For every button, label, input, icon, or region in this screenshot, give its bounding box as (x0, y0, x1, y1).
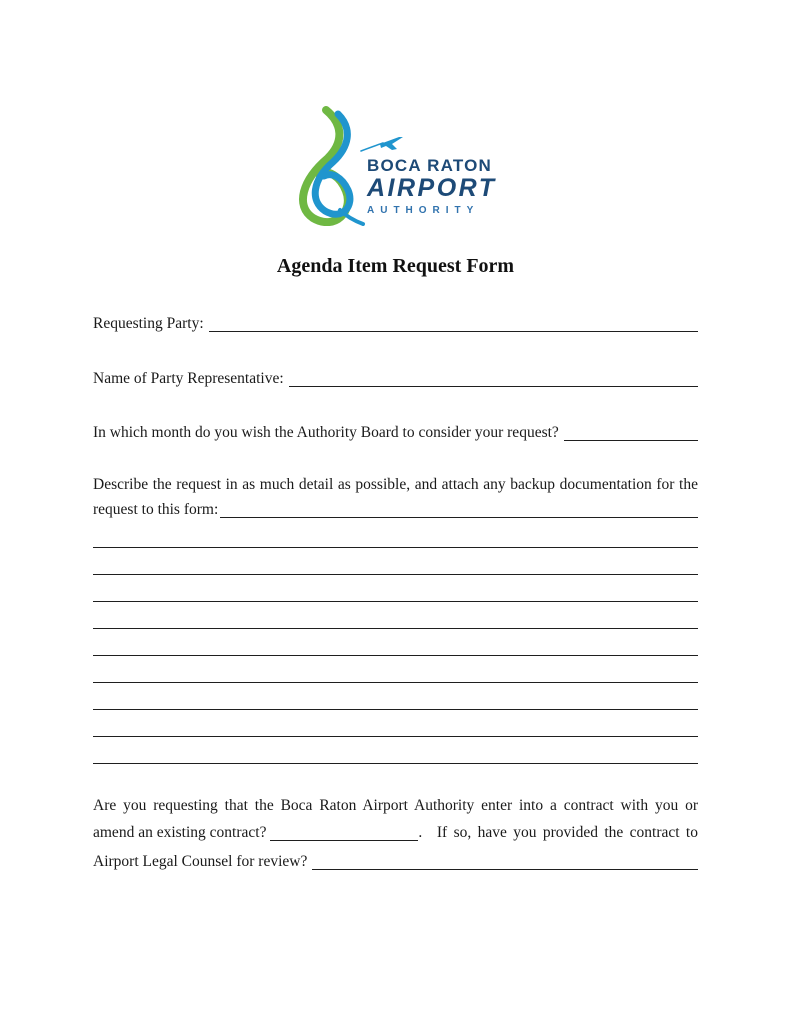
logo-org-name-line2: AIRPORT (367, 174, 497, 202)
blank-line (93, 683, 698, 710)
blank-line (93, 629, 698, 656)
blank-line (93, 575, 698, 602)
requesting-party-field (93, 312, 698, 334)
legal-counsel-label: Airport Legal Counsel for review? (93, 853, 308, 870)
describe-request-label-line1: Describe the request in as much detail as possible, and attach any backup documentation for the (93, 476, 698, 493)
requesting-party-label: Requesting Party: (93, 315, 204, 332)
contract-question-line1: Are you requesting that the Boca Raton Airport Authority enter into a contract with you or (93, 797, 698, 814)
logo-org-name-line3: AUTHORITY (367, 205, 480, 216)
blank-line (93, 656, 698, 683)
contract-question-line2-continued: If so, have you provided the contract to (436, 824, 698, 841)
party-representative-blank-line (289, 373, 698, 387)
contract-question-line2-label: amend an existing contract? (93, 824, 267, 841)
logo-swoosh-icon (285, 106, 377, 226)
party-representative-label: Name of Party Representative: (93, 370, 284, 387)
requesting-party-blank-line (209, 318, 698, 332)
month-question-label: In which month do you wish the Authority Board to consider your request? (93, 424, 559, 441)
airport-authority-logo (285, 104, 507, 228)
contract-question-blank-line (270, 827, 418, 841)
airplane-icon (359, 132, 405, 158)
blank-line (93, 710, 698, 737)
month-question-blank-line (564, 427, 698, 441)
party-representative-field (93, 367, 698, 389)
logo-org-name-line1: BOCA RATON (367, 156, 493, 175)
legal-counsel-blank-line (312, 856, 698, 870)
contract-question-line2 (93, 821, 698, 843)
describe-request-field (93, 498, 698, 520)
contract-question-period: . (418, 824, 423, 841)
form-title: Agenda Item Request Form (276, 255, 515, 277)
logo-wordmark (367, 157, 507, 216)
month-question-field (93, 421, 698, 443)
description-blank-lines (93, 521, 698, 764)
blank-line (93, 737, 698, 764)
legal-counsel-field (93, 850, 698, 872)
blank-line (93, 602, 698, 629)
describe-request-blank-line (220, 504, 698, 518)
describe-request-label-line2: request to this form: (93, 501, 219, 518)
blank-line (93, 548, 698, 575)
blank-line (93, 521, 698, 548)
